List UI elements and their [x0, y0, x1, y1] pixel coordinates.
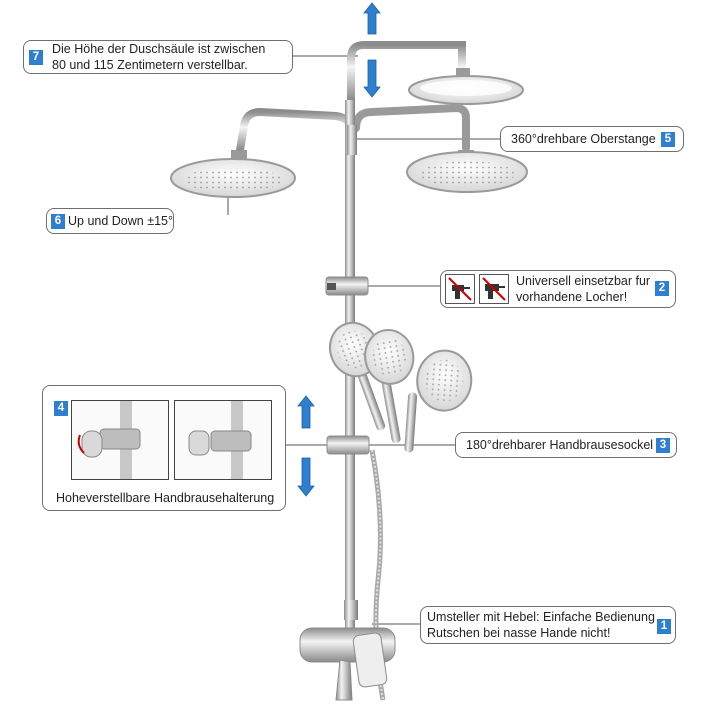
height-adjust-arrows-holder — [298, 396, 314, 496]
callout-text: Up und Down ±15° — [68, 214, 173, 228]
callout-number-badge: 6 — [51, 214, 65, 229]
holder-detail-image-rotate — [71, 400, 169, 480]
no-drill-icon — [445, 274, 475, 304]
callout-height-adjustable-holder — [42, 385, 286, 511]
callout-text-line2: 80 und 115 Zentimetern verstellbar. — [52, 58, 248, 72]
callout-height-adjustable — [23, 40, 293, 74]
callout-number-badge: 1 — [657, 619, 671, 634]
callout-number-badge: 4 — [54, 401, 68, 416]
callout-number-badge: 2 — [655, 281, 669, 296]
callout-tilt — [46, 208, 174, 234]
callout-text-line1: Umsteller mit Hebel: Einfache Bedienung — [427, 610, 655, 624]
callout-number-badge: 3 — [656, 438, 670, 453]
callout-universal-fit — [440, 270, 676, 308]
rain-head-left — [171, 150, 295, 197]
height-adjust-arrows-top — [364, 3, 380, 97]
callout-rotatable-holder — [455, 432, 677, 458]
callout-text: 180°drehbarer Handbrausesockel — [466, 438, 654, 452]
callout-text-line2: Rutschen bei nasse Hande nicht! — [427, 626, 611, 640]
holder-detail-image-slide — [174, 400, 272, 480]
callout-text-line1: Universell einsetzbar fur — [516, 274, 651, 288]
callout-text: Hoheverstellbare Handbrausehalterung — [56, 491, 275, 505]
callout-text: 360°drehbare Oberstange — [511, 132, 656, 146]
callout-text-line2: vorhandene Locher! — [516, 290, 628, 304]
callout-number-badge: 7 — [29, 50, 43, 65]
rain-head-top — [409, 68, 523, 104]
callout-rotatable-top-bar — [500, 126, 684, 152]
no-drill-icon — [479, 274, 509, 304]
callout-text-line1: Die Höhe der Duschsäule ist zwischen — [52, 42, 266, 56]
rain-head-right — [407, 150, 527, 192]
callout-diverter-lever — [420, 606, 676, 644]
callout-number-badge: 5 — [661, 132, 675, 147]
